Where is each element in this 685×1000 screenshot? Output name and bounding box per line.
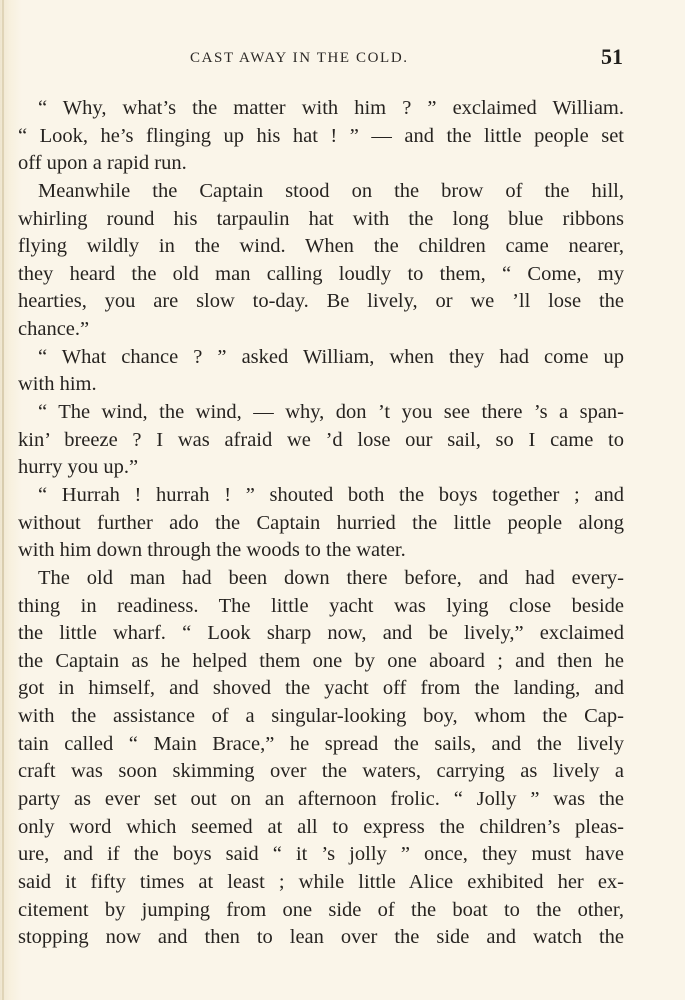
text-line: party as ever set out on an afternoon frolic. “ Jolly ” was the: [18, 788, 624, 811]
text-line: with the assistance of a singular-looking boy, whom the Cap-: [18, 705, 624, 728]
text-line: The old man had been down there before, and had every-: [38, 566, 624, 589]
text-line: said it fifty times at least ; while little Alice exhibited her ex-: [18, 870, 624, 893]
page-number: 51: [601, 44, 623, 69]
text-line: they heard the old man calling loudly to them, “ Come, my: [18, 262, 624, 285]
text-line: off upon a rapid run.: [18, 152, 187, 175]
text-line: chance.”: [18, 318, 90, 341]
text-line: the Captain as he helped them one by one aboard ; and then he: [18, 649, 624, 672]
text-line: “ Why, what’s the matter with him ? ” exclaimed William.: [38, 97, 624, 119]
body-text: [18, 95, 624, 952]
running-head: CAST AWAY IN THE COLD.: [190, 50, 409, 66]
text-line: tain called “ Main Brace,” he spread the sails, and the lively: [18, 732, 624, 755]
text-line: “ The wind, the wind, — why, don ’t you see there ’s a span-: [38, 401, 624, 424]
text-line: got in himself, and shoved the yacht off from the landing, and: [18, 677, 624, 700]
text-line: “ Hurrah ! hurrah ! ” shouted both the boys together ; and: [38, 483, 624, 506]
text-line: with him.: [18, 373, 97, 396]
text-line: with him down through the woods to the water.: [18, 539, 406, 562]
text-line: whirling round his tarpaulin hat with the long blue ribbons: [18, 207, 624, 230]
text-line: hearties, you are slow to-day. Be lively, or we ’ll lose the: [18, 290, 624, 313]
text-line: without further ado the Captain hurried the little people along: [18, 511, 624, 534]
text-line: citement by jumping from one side of the boat to the other,: [18, 898, 624, 921]
text-line: hurry you up.”: [18, 456, 139, 479]
text-line: “ What chance ? ” asked William, when they had come up: [38, 345, 624, 368]
page-gutter-edge: [2, 0, 4, 1000]
text-line: craft was soon skimming over the waters, carrying as lively a: [18, 760, 624, 783]
text-line: thing in readiness. The little yacht was lying close beside: [18, 594, 624, 617]
text-line: Meanwhile the Captain stood on the brow of the hill,: [38, 179, 624, 202]
text-line: “ Look, he’s flinging up his hat ! ” — and the little people set: [18, 124, 624, 147]
text-line: stopping now and then to lean over the side and watch the: [18, 926, 624, 949]
text-line: flying wildly in the wind. When the children came nearer,: [18, 235, 624, 258]
text-line: ure, and if the boys said “ it ’s jolly ” once, they must have: [18, 843, 624, 866]
text-line: only word which seemed at all to express the children’s pleas-: [18, 815, 624, 838]
text-line: the little wharf. “ Look sharp now, and be lively,” exclaimed: [18, 622, 624, 645]
text-line: kin’ breeze ? I was afraid we ’d lose our sail, so I came to: [18, 428, 624, 451]
